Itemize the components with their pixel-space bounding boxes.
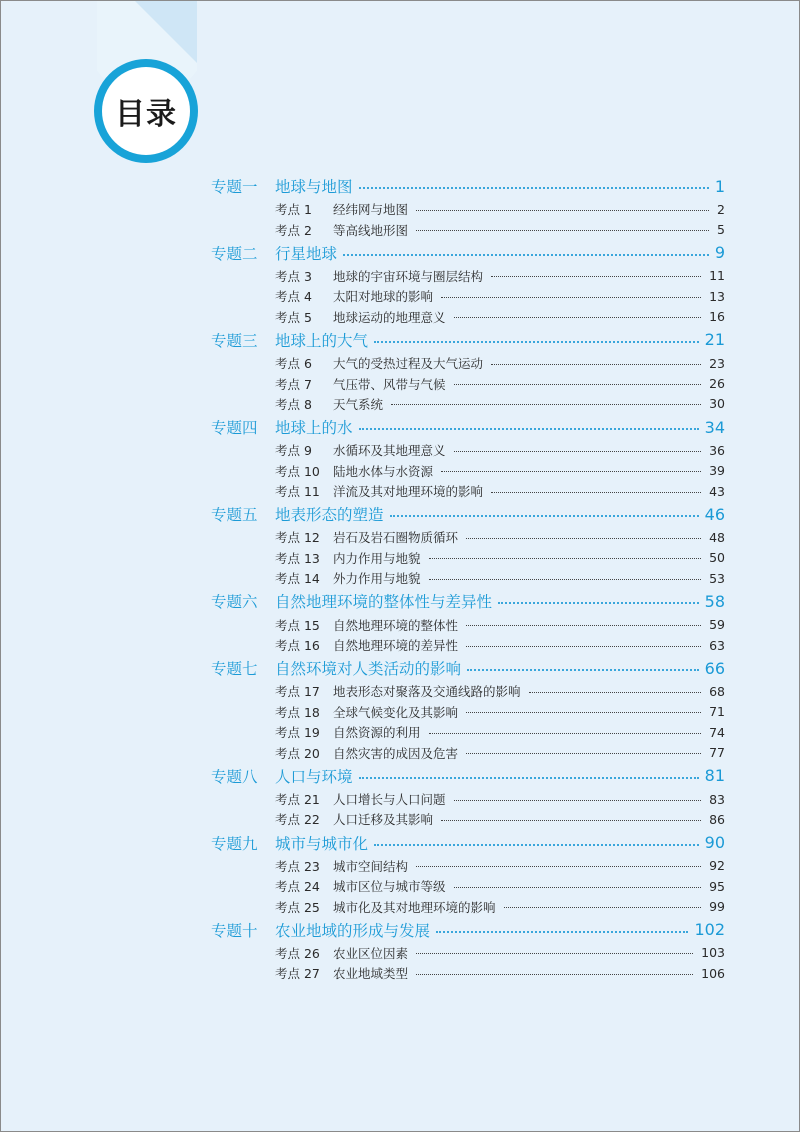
toc-item-row[interactable] xyxy=(275,809,725,829)
item-page-number: 43 xyxy=(709,483,725,499)
leader-dots xyxy=(359,187,709,189)
topic-title: 人口与环境 xyxy=(275,767,353,786)
leader-dots xyxy=(454,384,702,385)
toc-item-row[interactable] xyxy=(275,702,725,722)
item-page-number: 74 xyxy=(709,724,725,740)
item-title: 自然灾害的成因及危害 xyxy=(333,745,459,761)
item-page-number: 106 xyxy=(701,965,725,981)
topic-number: 专题十 xyxy=(211,921,258,940)
toc-topic-row[interactable] xyxy=(211,501,725,527)
item-number: 考点 4 xyxy=(275,289,312,305)
topic-number: 专题六 xyxy=(211,593,258,612)
leader-dots xyxy=(374,844,699,846)
toc-item-row[interactable] xyxy=(275,440,725,460)
item-number: 考点 10 xyxy=(275,463,320,479)
toc-item-row[interactable] xyxy=(275,856,725,876)
leader-dots xyxy=(441,471,701,472)
leader-dots xyxy=(416,953,693,954)
topic-page-number: 21 xyxy=(704,330,725,350)
item-number: 考点 20 xyxy=(275,745,320,761)
toc-section xyxy=(211,763,725,830)
toc-topic-row[interactable] xyxy=(211,655,725,681)
leader-dots xyxy=(466,753,701,754)
item-title: 地表形态对聚落及交通线路的影响 xyxy=(333,684,521,700)
item-title: 农业地域类型 xyxy=(333,966,409,982)
toc-item-row[interactable] xyxy=(275,681,725,701)
item-number: 考点 6 xyxy=(275,356,312,372)
item-page-number: 23 xyxy=(709,355,725,371)
topic-title: 地表形态的塑造 xyxy=(275,506,384,525)
toc-item-row[interactable] xyxy=(275,963,725,983)
toc-section xyxy=(211,173,725,240)
item-title: 城市区位与城市等级 xyxy=(333,879,446,895)
item-title: 天气系统 xyxy=(333,396,384,412)
toc-item-row[interactable] xyxy=(275,722,725,742)
toc-topic-row[interactable] xyxy=(211,830,725,856)
leader-dots xyxy=(429,579,702,580)
item-title: 洋流及其对地理环境的影响 xyxy=(333,484,484,500)
leader-dots xyxy=(416,210,709,211)
toc-item-row[interactable] xyxy=(275,286,725,306)
item-page-number: 92 xyxy=(709,858,725,874)
page-title: 目录 xyxy=(115,97,177,132)
leader-dots xyxy=(529,692,702,693)
item-number: 考点 23 xyxy=(275,858,320,874)
toc-item-row[interactable] xyxy=(275,373,725,393)
toc-item-row[interactable] xyxy=(275,199,725,219)
item-number: 考点 8 xyxy=(275,396,312,412)
toc-topic-row[interactable] xyxy=(211,917,725,943)
item-number: 考点 17 xyxy=(275,684,320,700)
leader-dots xyxy=(504,907,702,908)
leader-dots xyxy=(416,866,701,867)
toc-item-row[interactable] xyxy=(275,353,725,373)
toc-item-row[interactable] xyxy=(275,943,725,963)
item-title: 气压带、风带与气候 xyxy=(333,376,446,392)
toc-item-row[interactable] xyxy=(275,635,725,655)
leader-dots xyxy=(441,297,701,298)
topic-title: 行星地球 xyxy=(275,244,338,263)
item-page-number: 5 xyxy=(717,222,725,238)
item-page-number: 103 xyxy=(701,945,725,961)
item-number: 考点 18 xyxy=(275,704,320,720)
item-number: 考点 7 xyxy=(275,376,312,392)
leader-dots xyxy=(359,428,699,430)
toc-section xyxy=(211,240,725,327)
topic-page-number: 34 xyxy=(704,417,725,437)
leader-dots xyxy=(429,733,702,734)
leader-dots xyxy=(491,276,701,277)
leader-dots xyxy=(466,625,701,626)
leader-dots xyxy=(467,669,699,671)
toc-topic-row[interactable] xyxy=(211,414,725,440)
item-number: 考点 12 xyxy=(275,530,320,546)
item-number: 考点 26 xyxy=(275,945,320,961)
item-title: 地球运动的地理意义 xyxy=(333,309,446,325)
item-title: 内力作用与地貌 xyxy=(333,550,421,566)
item-number: 考点 15 xyxy=(275,617,320,633)
toc-topic-row[interactable] xyxy=(211,240,725,266)
item-title: 水循环及其地理意义 xyxy=(333,443,446,459)
item-page-number: 26 xyxy=(709,376,725,392)
leader-dots xyxy=(390,515,699,517)
topic-title: 地球上的大气 xyxy=(275,331,369,350)
item-page-number: 95 xyxy=(709,878,725,894)
item-title: 岩石及岩石圈物质循环 xyxy=(333,530,459,546)
topic-number: 专题三 xyxy=(211,331,258,350)
item-number: 考点 25 xyxy=(275,899,320,915)
item-number: 考点 22 xyxy=(275,812,320,828)
topic-page-number: 66 xyxy=(704,658,725,678)
leader-dots xyxy=(454,887,702,888)
toc-topic-row[interactable] xyxy=(211,588,725,614)
item-title: 等高线地形图 xyxy=(333,222,409,238)
item-title: 外力作用与地貌 xyxy=(333,571,421,587)
topic-number: 专题八 xyxy=(211,767,258,786)
topic-page-number: 1 xyxy=(714,176,725,196)
item-title: 大气的受热过程及大气运动 xyxy=(333,356,484,372)
toc-item-row[interactable] xyxy=(275,266,725,286)
leader-dots xyxy=(416,974,693,975)
topic-page-number: 90 xyxy=(704,833,725,853)
topic-number: 专题七 xyxy=(211,660,258,679)
toc-section xyxy=(211,655,725,763)
toc-item-row[interactable] xyxy=(275,461,725,481)
toc-item-row[interactable] xyxy=(275,742,725,762)
item-number: 考点 11 xyxy=(275,484,320,500)
item-title: 全球气候变化及其影响 xyxy=(333,704,459,720)
topic-title: 地球与地图 xyxy=(275,178,353,196)
toc-section xyxy=(211,830,725,917)
toc-item-row[interactable] xyxy=(275,394,725,414)
item-number: 考点 2 xyxy=(275,222,312,238)
leader-dots xyxy=(416,230,709,231)
item-title: 人口增长与人口问题 xyxy=(333,792,446,807)
toc-topic-row[interactable] xyxy=(211,763,725,789)
item-number: 考点 9 xyxy=(275,443,312,459)
item-title: 陆地水体与水资源 xyxy=(333,463,434,479)
item-page-number: 11 xyxy=(709,268,725,284)
item-page-number: 2 xyxy=(717,201,725,217)
title-badge xyxy=(94,59,198,163)
item-title: 经纬网与地图 xyxy=(333,202,409,218)
leader-dots xyxy=(429,558,702,559)
item-title: 地球的宇宙环境与圈层结构 xyxy=(333,268,484,284)
item-page-number: 68 xyxy=(709,683,725,699)
toc-section xyxy=(211,327,725,414)
item-number: 考点 14 xyxy=(275,571,320,587)
item-page-number: 71 xyxy=(709,704,725,720)
leader-dots xyxy=(436,931,688,933)
item-number: 考点 13 xyxy=(275,550,320,566)
topic-number: 专题五 xyxy=(211,506,258,525)
item-page-number: 83 xyxy=(709,791,725,807)
item-title: 城市化及其对地理环境的影响 xyxy=(333,899,496,915)
leader-dots xyxy=(343,254,709,256)
item-page-number: 48 xyxy=(709,529,725,545)
item-number: 考点 21 xyxy=(275,792,320,807)
item-number: 考点 27 xyxy=(275,966,320,982)
item-title: 城市空间结构 xyxy=(333,858,409,874)
toc-item-row[interactable] xyxy=(275,568,725,588)
toc-item-row[interactable] xyxy=(275,548,725,568)
leader-dots xyxy=(466,538,701,539)
item-number: 考点 3 xyxy=(275,268,312,284)
toc-item-row[interactable] xyxy=(275,219,725,239)
leader-dots xyxy=(498,602,699,604)
item-page-number: 30 xyxy=(709,396,725,412)
leader-dots xyxy=(491,364,701,365)
item-page-number: 50 xyxy=(709,550,725,566)
topic-page-number: 102 xyxy=(694,920,725,940)
toc-item-row[interactable] xyxy=(275,527,725,547)
leader-dots xyxy=(454,317,702,318)
item-number: 考点 16 xyxy=(275,638,320,654)
leader-dots xyxy=(466,712,701,713)
item-number: 考点 1 xyxy=(275,202,312,218)
leader-dots xyxy=(454,451,702,452)
topic-page-number: 81 xyxy=(704,766,725,786)
topic-number: 专题一 xyxy=(211,178,258,196)
item-title: 人口迁移及其影响 xyxy=(333,812,434,828)
item-title: 自然地理环境的整体性 xyxy=(333,617,459,633)
toc-section xyxy=(211,917,725,984)
item-page-number: 59 xyxy=(709,617,725,633)
item-page-number: 77 xyxy=(709,745,725,761)
toc-item-row[interactable] xyxy=(275,307,725,327)
topic-number: 专题九 xyxy=(211,834,258,853)
leader-dots xyxy=(391,404,701,405)
item-page-number: 86 xyxy=(709,811,725,827)
leader-dots xyxy=(466,646,701,647)
item-page-number: 53 xyxy=(709,570,725,586)
toc-item-row[interactable] xyxy=(275,876,725,896)
item-page-number: 39 xyxy=(709,463,725,479)
item-page-number: 63 xyxy=(709,637,725,653)
topic-number: 专题二 xyxy=(211,244,258,263)
topic-page-number: 58 xyxy=(704,591,725,611)
toc-item-row[interactable] xyxy=(275,481,725,501)
toc-item-row[interactable] xyxy=(275,789,725,809)
item-title: 自然资源的利用 xyxy=(333,725,421,741)
topic-title: 农业地域的形成与发展 xyxy=(275,921,431,940)
item-page-number: 99 xyxy=(709,899,725,915)
topic-title: 地球上的水 xyxy=(275,419,353,438)
topic-title: 自然环境对人类活动的影响 xyxy=(275,660,462,679)
leader-dots xyxy=(454,800,702,801)
item-title: 太阳对地球的影响 xyxy=(333,289,434,305)
item-number: 考点 19 xyxy=(275,725,320,741)
toc-topic-row[interactable] xyxy=(211,173,725,199)
title-badge-inner xyxy=(102,67,190,155)
item-title: 自然地理环境的差异性 xyxy=(333,638,459,654)
toc-section xyxy=(211,414,725,501)
topic-title: 自然地理环境的整体性与差异性 xyxy=(275,593,493,612)
item-page-number: 16 xyxy=(709,309,725,325)
leader-dots xyxy=(374,341,699,343)
toc-topic-row[interactable] xyxy=(211,327,725,353)
topic-page-number: 46 xyxy=(704,504,725,524)
item-page-number: 36 xyxy=(709,442,725,458)
leader-dots xyxy=(359,777,699,779)
item-number: 考点 24 xyxy=(275,879,320,895)
topic-page-number: 9 xyxy=(714,243,725,263)
table-of-contents xyxy=(211,173,725,984)
item-page-number: 13 xyxy=(709,288,725,304)
topic-title: 城市与城市化 xyxy=(275,834,369,853)
topic-number: 专题四 xyxy=(211,419,258,438)
leader-dots xyxy=(441,820,701,821)
toc-item-row[interactable] xyxy=(275,896,725,916)
toc-section xyxy=(211,501,725,588)
leader-dots xyxy=(491,492,701,493)
toc-section xyxy=(211,588,725,655)
toc-item-row[interactable] xyxy=(275,614,725,634)
item-number: 考点 5 xyxy=(275,309,312,325)
item-title: 农业区位因素 xyxy=(333,945,409,961)
